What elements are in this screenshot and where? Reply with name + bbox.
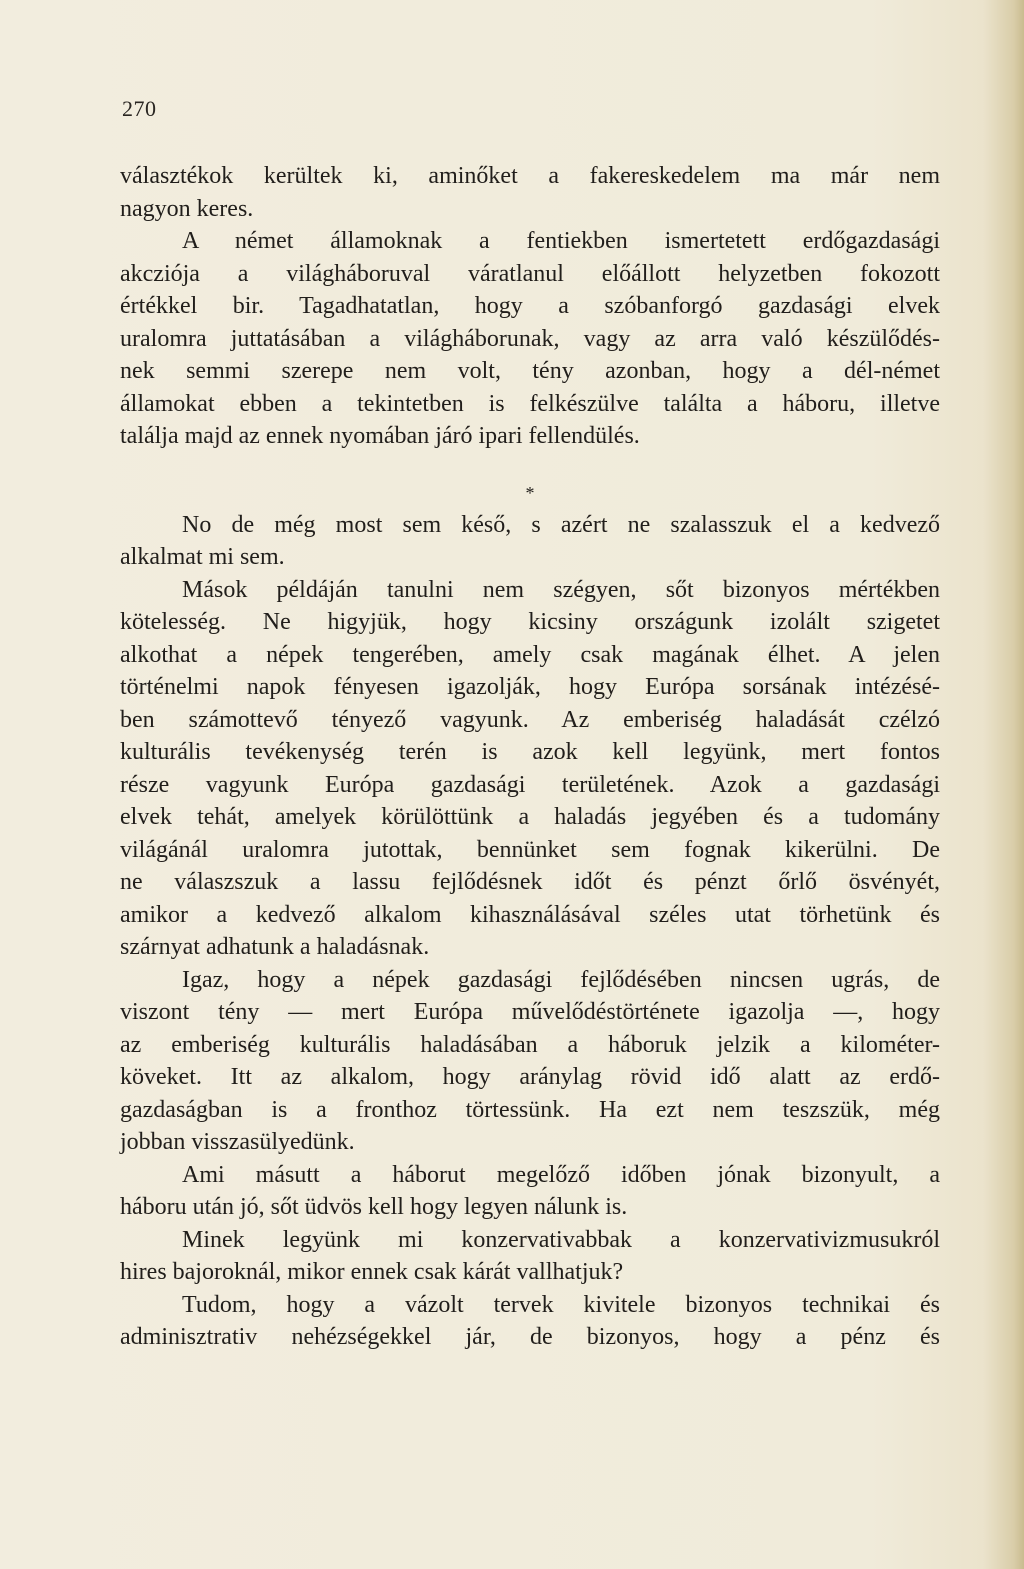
text-line: nagyon keres. bbox=[120, 195, 254, 222]
text-line: része vagyunk Európa gazdasági területének. Azok a gazdasági bbox=[120, 771, 940, 798]
text-line: Ami másutt a háborut megelőző időben jónak bizonyult, a bbox=[182, 1161, 940, 1188]
text-line: A német államoknak a fentiekben ismertetett erdőgazdasági bbox=[182, 228, 940, 254]
text-line: ne válaszszuk a lassu fejlődésnek időt és pénzt őrlő ösvényét, bbox=[120, 869, 940, 895]
text-line: Minek legyünk mi konzervativabbak a konzervativizmusukról bbox=[182, 1226, 940, 1253]
text-line: Igaz, hogy a népek gazdasági fejlődésében nincsen ugrás, de bbox=[182, 966, 940, 993]
text-line: háboru után jó, sőt üdvös kell hogy legyen nálunk is. bbox=[120, 1194, 628, 1220]
text-line: amikor a kedvező alkalom kihasználásával széles utat törhetünk és bbox=[120, 901, 940, 928]
text-line: adminisztrativ nehézségekkel jár, de bizonyos, hogy a pénz és bbox=[120, 1324, 940, 1350]
text-line: nek semmi szerepe nem volt, tény azonban, hogy a dél-német bbox=[120, 358, 940, 384]
text-line: köveket. Itt az alkalom, hogy aránylag rövid idő alatt az erdő- bbox=[120, 1064, 940, 1090]
text-line: világánál uralomra jutottak, bennünket sem fognak kikerülni. De bbox=[120, 836, 940, 863]
text-line: választékok kerültek ki, aminőket a fakereskedelem ma már nem bbox=[120, 163, 940, 189]
text-line: gazdaságban is a fronthoz törtessünk. Ha ezt nem teszszük, még bbox=[120, 1096, 940, 1123]
text-line: találja majd az ennek nyomában járó ipari fellendülés. bbox=[120, 423, 640, 449]
text-line: alkalmat mi sem. bbox=[120, 544, 285, 570]
text-line: államokat ebben a tekintetben is felkészülve találta a háboru, illetve bbox=[120, 390, 940, 417]
text-line: elvek tehát, amelyek körülöttünk a haladás jegyében és a tudomány bbox=[120, 804, 940, 830]
text-line: értékkel bir. Tagadhatatlan, hogy a szóbanforgó gazdasági elvek bbox=[120, 293, 940, 319]
page-number: 270 bbox=[122, 96, 157, 121]
text-line: ben számottevő tényező vagyunk. Az emberiség haladását czélzó bbox=[120, 706, 940, 733]
text-line: Tudom, hogy a vázolt tervek kivitele bizonyos technikai és bbox=[182, 1291, 940, 1318]
text-line: uralomra juttatásában a világháborunak, vagy az arra való készülődés- bbox=[120, 325, 940, 352]
text-line: szárnyat adhatunk a haladásnak. bbox=[120, 934, 430, 960]
text-line: jobban visszasülyedünk. bbox=[120, 1129, 355, 1155]
text-line: az emberiség kulturális haladásában a háboruk jelzik a kilométer- bbox=[120, 1031, 940, 1058]
text-line: No de még most sem késő, s azért ne szalasszuk el a kedvező bbox=[182, 511, 940, 538]
text-line: hires bajoroknál, mikor ennek csak kárát vallhatjuk? bbox=[120, 1259, 624, 1285]
text-line: történelmi napok fényesen igazolják, hogy Európa sorsának intézésé- bbox=[120, 674, 940, 700]
body-text bbox=[120, 160, 940, 1354]
section-break-asterisk: * bbox=[525, 482, 535, 503]
text-line: kulturális tevékenység terén is azok kell legyünk, mert fontos bbox=[120, 739, 940, 765]
text-line: viszont tény — mert Európa művelődéstörténete igazolja —, hogy bbox=[120, 999, 940, 1025]
text-line: alkothat a népek tengerében, amely csak magának élhet. A jelen bbox=[120, 641, 940, 668]
text-line: akcziója a világháboruval váratlanul előállott helyzetben fokozott bbox=[120, 260, 940, 287]
text-line: kötelesség. Ne higyjük, hogy kicsiny országunk izolált szigetet bbox=[120, 609, 940, 635]
text-line: Mások példáján tanulni nem szégyen, sőt bizonyos mértékben bbox=[182, 576, 940, 603]
